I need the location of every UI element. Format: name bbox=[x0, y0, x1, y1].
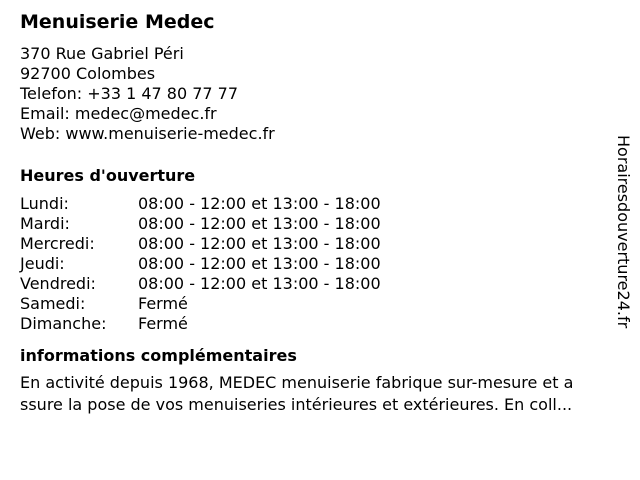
day-hours: 08:00 - 12:00 et 13:00 - 18:00 bbox=[138, 214, 381, 233]
opening-hours-table bbox=[20, 194, 620, 334]
street-address: 370 Rue Gabriel Péri bbox=[20, 44, 184, 63]
hours-row-friday bbox=[20, 274, 620, 294]
day-label: Lundi: bbox=[20, 194, 69, 213]
description bbox=[20, 372, 625, 416]
day-hours: Fermé bbox=[138, 294, 188, 313]
hours-row-wednesday bbox=[20, 234, 620, 254]
city-postcode: 92700 Colombes bbox=[20, 64, 156, 83]
phone-number: Telefon: +33 1 47 80 77 77 bbox=[20, 84, 239, 103]
business-card bbox=[20, 10, 620, 416]
day-label: Mercredi: bbox=[20, 234, 95, 253]
hours-row-sunday bbox=[20, 314, 620, 334]
day-label: Mardi: bbox=[20, 214, 70, 233]
hours-row-monday bbox=[20, 194, 620, 214]
day-hours: 08:00 - 12:00 et 13:00 - 18:00 bbox=[138, 254, 381, 273]
day-label: Dimanche: bbox=[20, 314, 107, 333]
hours-row-tuesday bbox=[20, 214, 620, 234]
day-label: Samedi: bbox=[20, 294, 86, 313]
site-watermark: Horairesdouverture24.fr bbox=[614, 135, 633, 329]
website: Web: www.menuiserie-medec.fr bbox=[20, 124, 275, 143]
day-label: Vendredi: bbox=[20, 274, 96, 293]
day-label: Jeudi: bbox=[20, 254, 65, 273]
email-address: Email: medec@medec.fr bbox=[20, 104, 217, 123]
contact-block bbox=[20, 44, 620, 144]
hours-row-thursday bbox=[20, 254, 620, 274]
description-line: En activité depuis 1968, MEDEC menuiserie fabrique sur-mesure et a bbox=[20, 373, 574, 392]
day-hours: 08:00 - 12:00 et 13:00 - 18:00 bbox=[138, 234, 381, 253]
hours-heading: Heures d'ouverture bbox=[20, 166, 196, 185]
info-heading: informations complémentaires bbox=[20, 346, 297, 365]
description-line: ssure la pose de vos menuiseries intérieures et extérieures. En coll... bbox=[20, 395, 573, 414]
hours-row-saturday bbox=[20, 294, 620, 314]
day-hours: 08:00 - 12:00 et 13:00 - 18:00 bbox=[138, 274, 381, 293]
day-hours: Fermé bbox=[138, 314, 188, 333]
business-name: Menuiserie Medec bbox=[20, 11, 215, 33]
day-hours: 08:00 - 12:00 et 13:00 - 18:00 bbox=[138, 194, 381, 213]
